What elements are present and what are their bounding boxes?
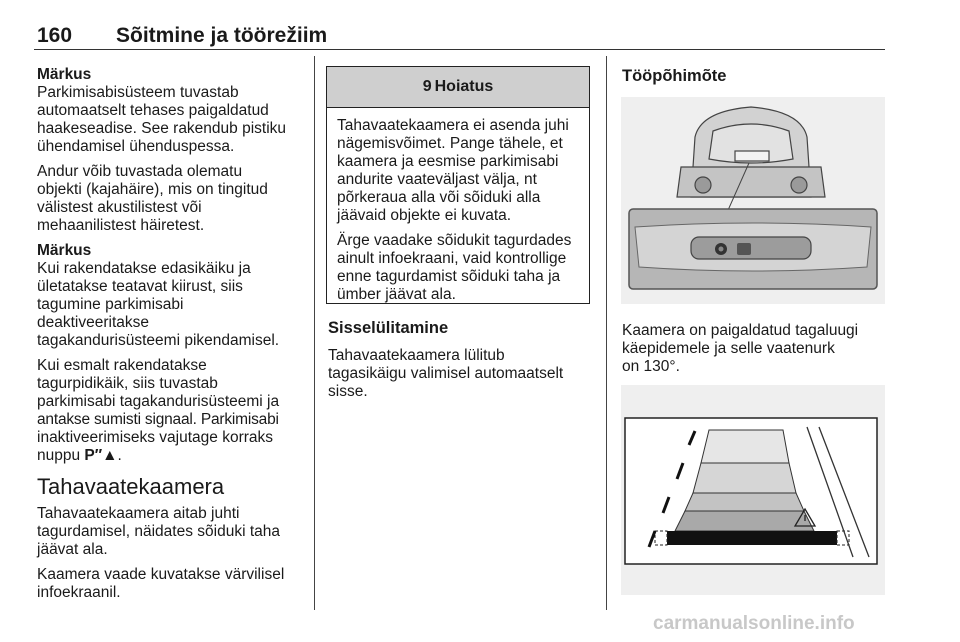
text-line: tagasikäigu valimisel automaatselt	[328, 365, 564, 382]
paragraph	[37, 566, 307, 602]
text-line: põrkeraua alla või sõiduki alla	[337, 189, 541, 206]
warning-title: Hoiatus	[434, 78, 494, 95]
text-line: sisse.	[328, 383, 368, 400]
column-divider-2	[606, 56, 607, 610]
paragraph	[337, 232, 581, 304]
section-subheading: Sisselülitamine	[328, 319, 449, 337]
text-line: tagurdamisel, näidates sõiduki taha	[37, 523, 280, 540]
footer-watermark: carmanualsonline.info	[653, 613, 855, 634]
column-1	[37, 66, 307, 609]
paragraph	[37, 163, 307, 235]
header-rule	[34, 49, 885, 50]
text-line: antakse sumisti signaal. Parkimisabi	[37, 411, 279, 428]
section-heading: Tahavaatekaamera	[37, 474, 225, 499]
text-line: jäävaid objekte ei kuvata.	[337, 207, 512, 224]
paragraph	[37, 505, 307, 559]
rear-camera-location-figure	[621, 97, 885, 304]
note-label: Märkus	[37, 242, 92, 259]
text-line: Ärge vaadake sõidukit tagurdades	[337, 232, 572, 249]
text-line: parkimisabi tagakandurisüsteemi ja	[37, 393, 280, 410]
text-line	[37, 447, 307, 465]
column-divider-1	[314, 56, 315, 610]
note-text	[37, 84, 307, 156]
text-line: kaamera ja eesmise parkimisabi	[337, 153, 559, 170]
text-line: tagumine parkimisabi	[37, 296, 184, 313]
parking-assist-button-icon: P″▲	[84, 447, 118, 464]
column-3-text	[622, 322, 884, 383]
text-line: Tahavaatekaamera aitab juhti	[37, 505, 240, 522]
text-line: inaktiveerimiseks vajutage korraks	[37, 429, 274, 446]
warning-box	[326, 66, 590, 304]
text-line: Kaamera vaade kuvatakse värvilisel	[37, 566, 285, 583]
paragraph	[337, 117, 581, 225]
text-line: nägemisvõimet. Pange tähele, et	[337, 135, 563, 152]
paragraph	[328, 347, 598, 401]
text-line: jäävat ala.	[37, 541, 108, 558]
text-line: infoekraanil.	[37, 584, 121, 601]
text-fragment: .	[117, 447, 122, 464]
text-line: Tahavaatekaamera ei asenda juhi	[337, 117, 569, 134]
note-text	[37, 260, 307, 350]
text-line: ümber jäävat ala.	[337, 286, 456, 303]
text-line: käepidemele ja selle vaatenurk	[622, 340, 835, 357]
paragraph	[622, 322, 884, 376]
text-line: Kui esmalt rakendatakse	[37, 357, 207, 374]
paragraph	[37, 357, 307, 465]
section-subheading: Tööpõhimõte	[622, 67, 727, 85]
page-number: 160	[37, 24, 73, 47]
text-line: haakeseadise. See rakendub pistiku	[37, 120, 287, 137]
text-line: tagurpidikäik, siis tuvastab	[37, 375, 218, 392]
text-line: on 130°.	[622, 358, 680, 375]
warning-body	[327, 108, 589, 304]
text-line: deaktiveeritakse	[37, 314, 150, 331]
text-line: ühendamisel ühenduspessa.	[37, 138, 235, 155]
text-line: Parkimisabisüsteem tuvastab	[37, 84, 239, 101]
column-3-heading	[622, 66, 884, 95]
text-line: ainult infoekraani, vaid kontrollige	[337, 250, 567, 267]
text-line: enne tagurdamist sõiduki taha ja	[337, 268, 561, 285]
text-line: Tahavaatekaamera lülitub	[328, 347, 505, 364]
column-2-section	[328, 318, 598, 408]
page-title: Sõitmine ja töörežiim	[116, 24, 328, 47]
warning-header	[327, 67, 589, 108]
text-line: ületatakse teatavat kiirust, siis	[37, 278, 243, 295]
warning-symbol-icon: 9	[422, 78, 432, 95]
bumper-zone-bar	[667, 531, 837, 545]
camera-display-figure	[621, 385, 885, 595]
text-line: Andur võib tuvastada olematu	[37, 163, 243, 180]
text-line: automaatselt tehases paigaldatud	[37, 102, 269, 119]
text-line: Kaamera on paigaldatud tagaluugi	[622, 322, 859, 339]
note-label: Märkus	[37, 66, 92, 83]
tailgate-handle-detail	[629, 209, 877, 289]
text-line: Kui rakendatakse edasikäiku ja	[37, 260, 251, 277]
text-line: andurite vaateväljast välja, nt	[337, 171, 537, 188]
text-line: tagakandurisüsteemi pikendamisel.	[37, 332, 280, 349]
text-line: mehaanilistest häiretest.	[37, 217, 205, 234]
text-line: objekti (kajahäire), mis on tingitud	[37, 181, 268, 198]
text-line: välistest akustilistest või	[37, 199, 202, 216]
text-fragment: nuppu	[37, 447, 85, 464]
